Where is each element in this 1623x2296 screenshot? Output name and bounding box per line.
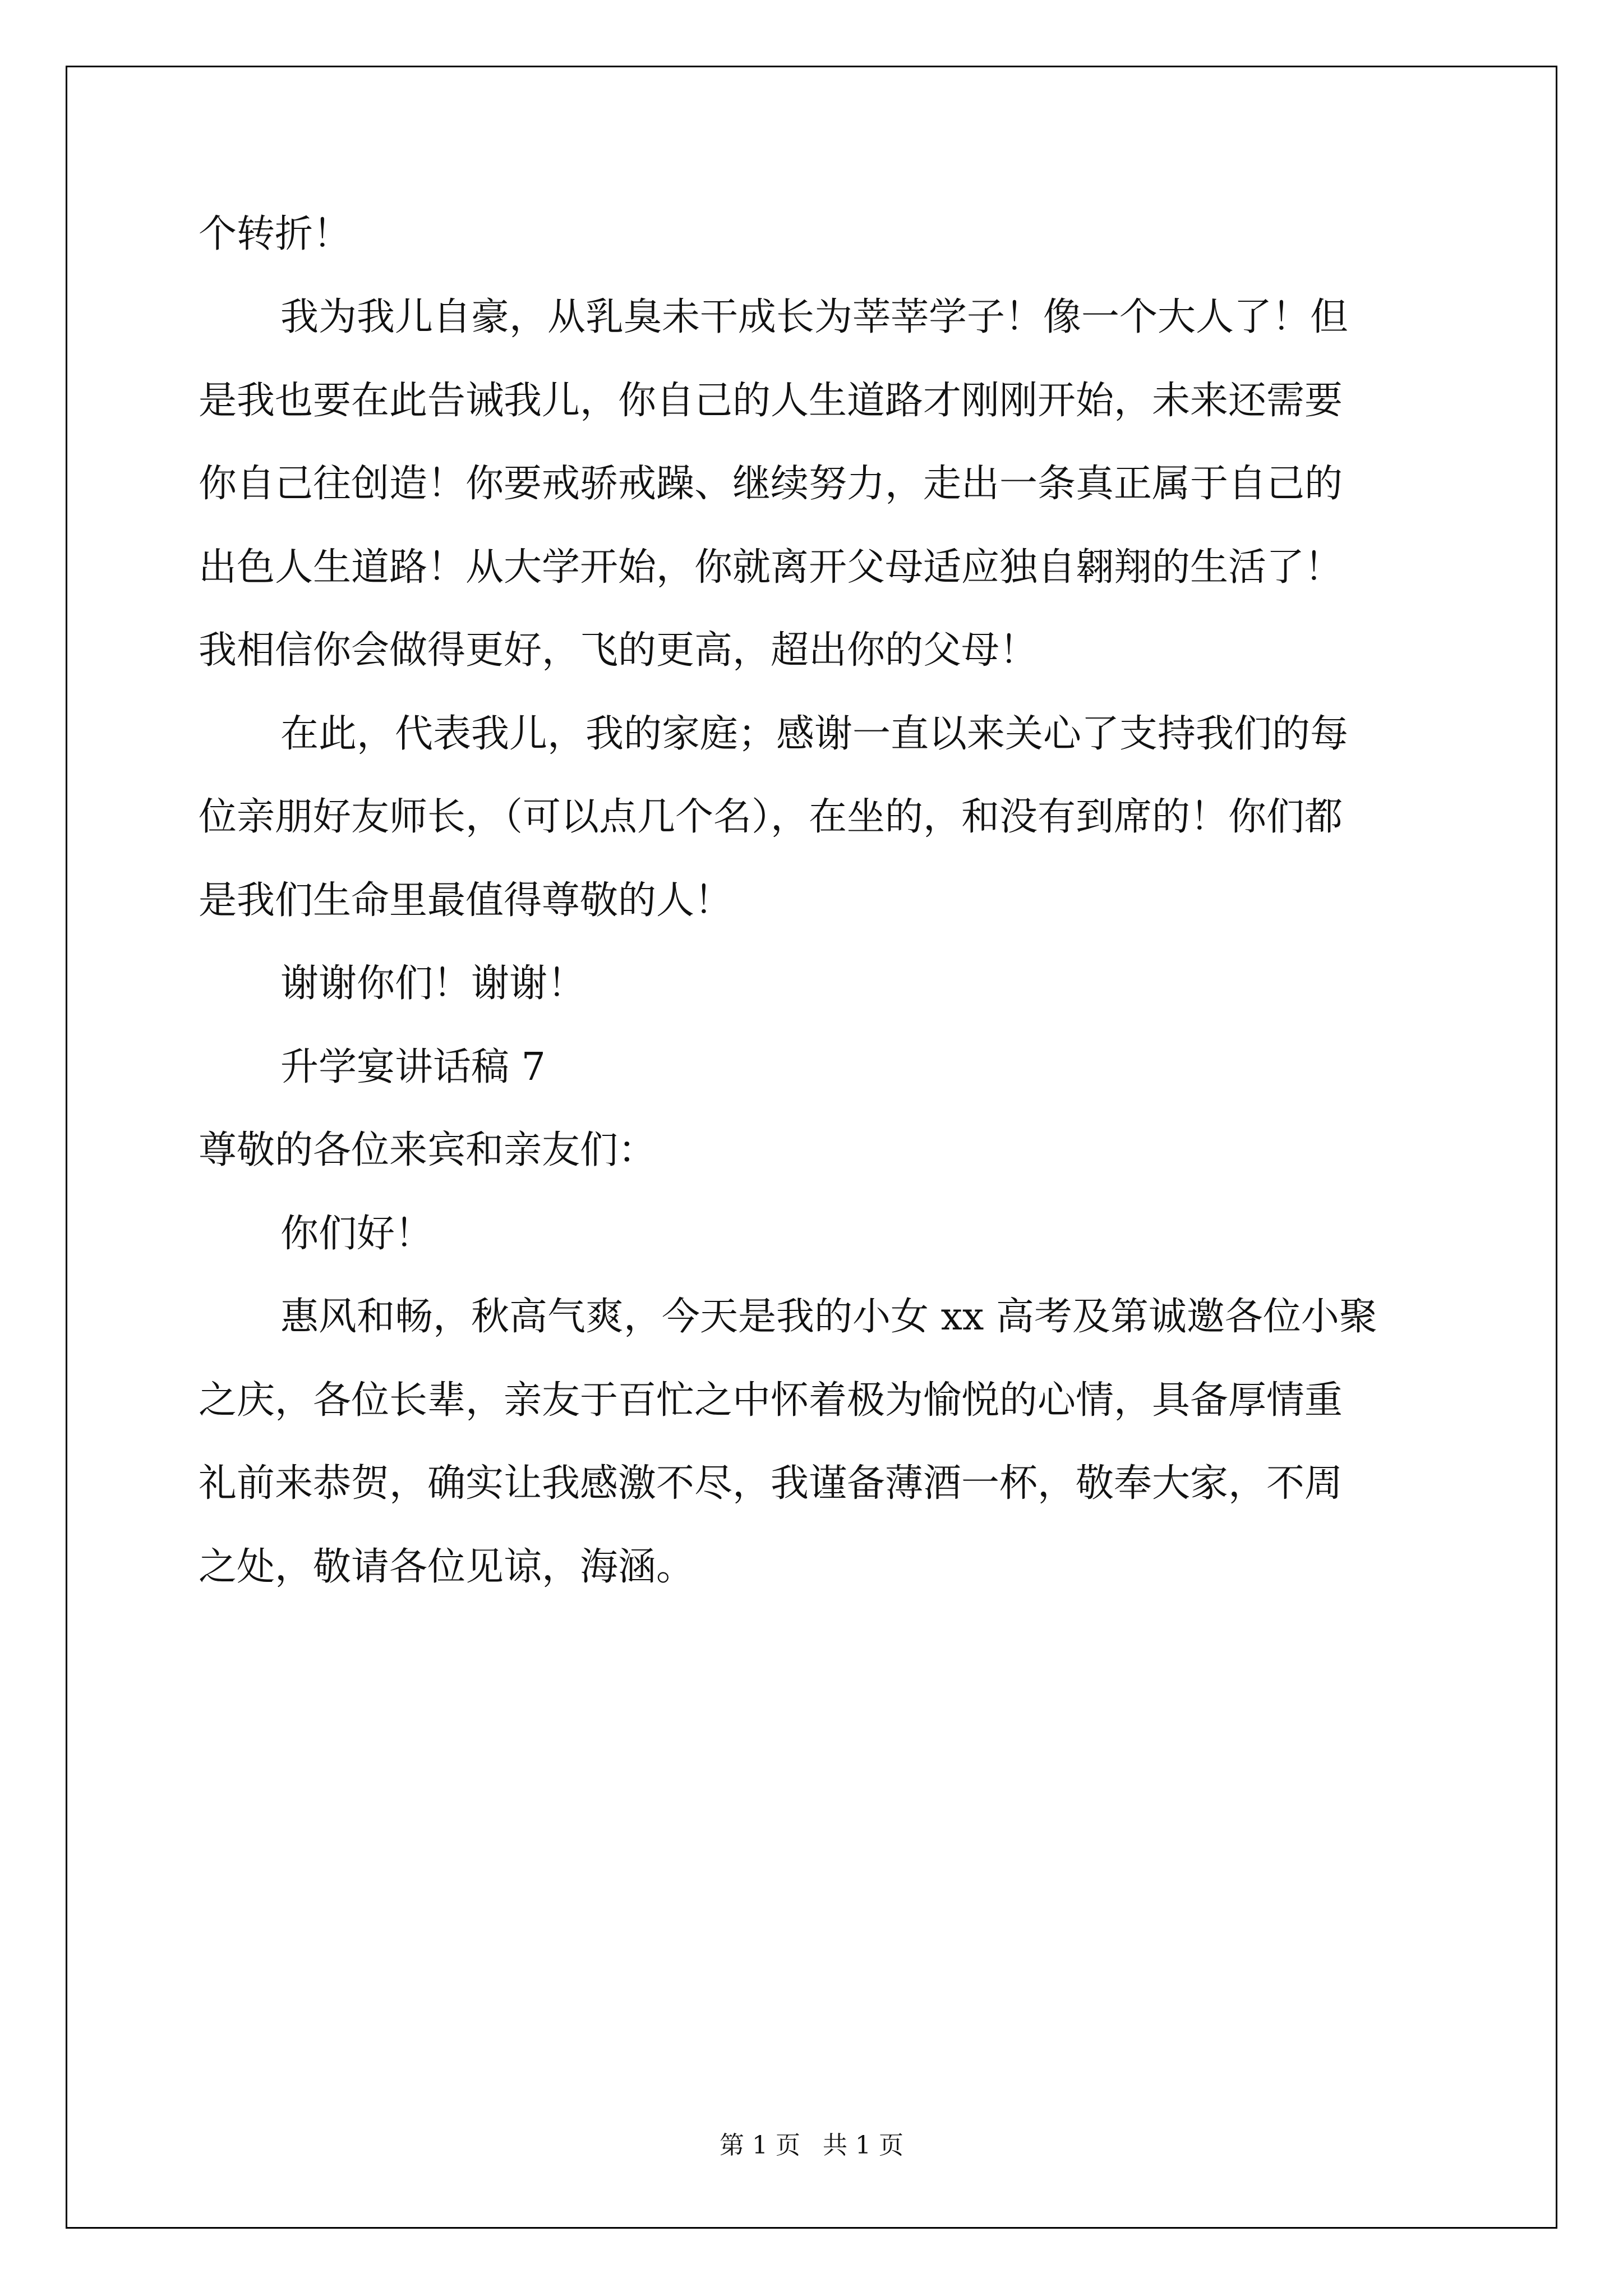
page-number: 第 1 页 [720, 2131, 800, 2160]
body-line: 谢谢你们！谢谢！ [280, 961, 586, 1006]
body-line: 是我们生命里最值得尊敬的人！ [199, 878, 733, 923]
body-line: 我相信你会做得更好，飞的更高，超出你的父母！ [199, 628, 1038, 673]
body-line: 我为我儿自豪，从乳臭未干成长为莘莘学子！像一个大人了！但 [280, 295, 1349, 339]
body-line: 在此，代表我儿，我的家庭；感谢一直以来关心了支持我们的每 [280, 712, 1349, 756]
body-line: 个转折！ [199, 212, 352, 256]
body-line: 是我也要在此告诫我儿，你自己的人生道路才刚刚开始，未来还需要 [199, 379, 1343, 423]
body-line: 之处，敬请各位见谅，海涵。 [199, 1545, 695, 1589]
body-line: 你自己往创造！你要戒骄戒躁、继续努力，走出一条真正属于自己的 [199, 462, 1343, 506]
page-footer [0, 2129, 1623, 2162]
body-line: 出色人生道路！从大学开始，你就离开父母适应独自翱翔的生活了！ [199, 545, 1343, 590]
body-line: 礼前来恭贺，确实让我感激不尽，我谨备薄酒一杯，敬奉大家，不周 [199, 1461, 1343, 1506]
section-heading: 升学宴讲话稿 7 [280, 1045, 546, 1089]
greeting: 你们好！ [280, 1212, 434, 1256]
body-line: 惠风和畅，秋高气爽，今天是我的小女 xx 高考及第诚邀各位小聚 [280, 1295, 1377, 1339]
total-pages: 共 1 页 [823, 2131, 903, 2160]
body-line: 之庆，各位长辈，亲友于百忙之中怀着极为愉悦的心情，具备厚情重 [199, 1378, 1343, 1423]
salutation: 尊敬的各位来宾和亲友们： [199, 1128, 657, 1172]
body-line: 位亲朋好友师长，（可以点几个名），在坐的，和没有到席的！你们都 [199, 795, 1343, 839]
